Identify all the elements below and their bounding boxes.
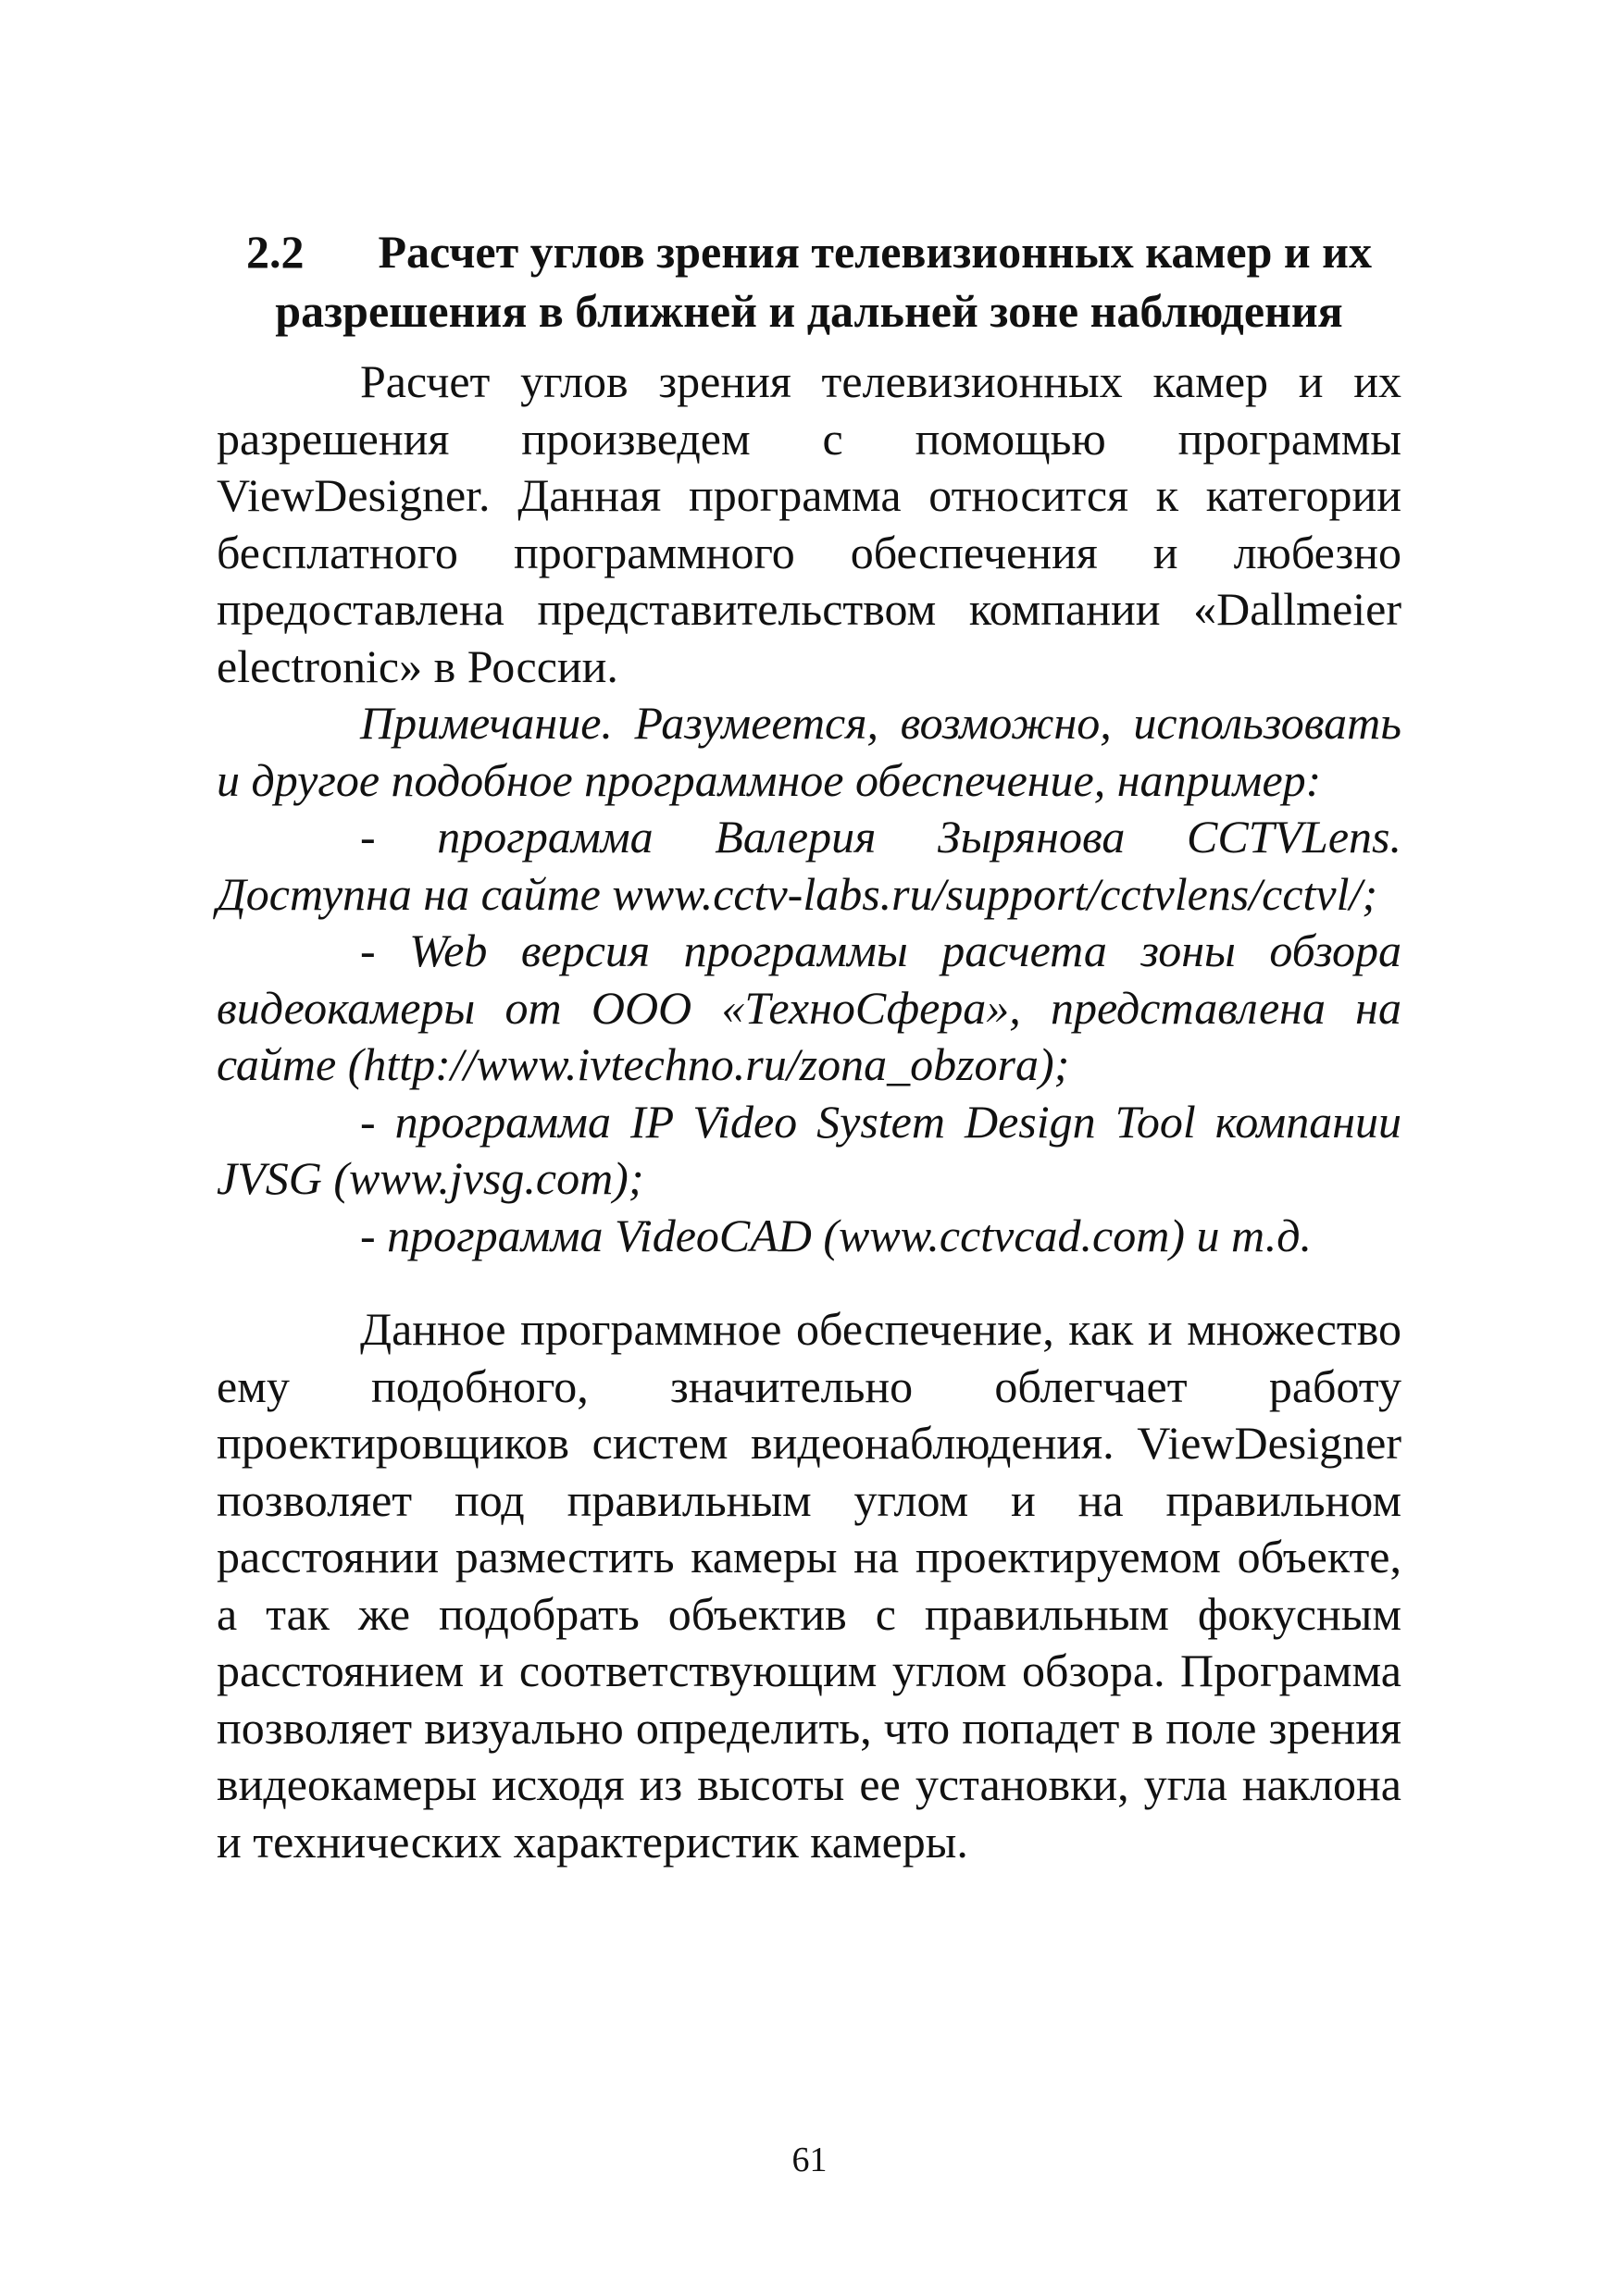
page-number: 61 — [791, 2141, 828, 2179]
paragraph-note: Примечание. Разумеется, возможно, использовать и другое подобное программное обеспечение, например: — [217, 697, 1401, 806]
list-item-jvsg: - программа IP Video System Design Tool компании JVSG (www.jvsg.com); — [217, 1095, 1401, 1204]
document-page — [217, 222, 1401, 1870]
section-heading — [217, 222, 1401, 341]
paragraph-body: Данное программное обеспечение, как и множество ему подобного, значительно облегчает работу проектировщиков систем видеонаблюдения. ViewDesigner позволяет под правильным углом и на правильном расстоянии разместить камеры на проектируемом объекте, а так же подобрать объектив с правильным фокусным расстоянием и соответствующим углом обзора. Программа позволяет визуально определить, что попадет в поле зрения видеокамеры исходя из высоты ее установки, угла наклона и технических характеристик камеры. — [217, 1303, 1401, 1868]
list-item-technosfera: - Web версия программы расчета зоны обзора видеокамеры от ООО «ТехноСфера», представлена на сайте (http://www.ivtechno.ru/zona_obzora); — [217, 925, 1401, 1090]
list-item-videocad: - программа VideoCAD (www.cctvcad.com) и т.д. — [360, 1209, 1313, 1261]
section-number: 2.2 — [245, 226, 305, 278]
paragraph-intro: Расчет углов зрения телевизионных камер и их разрешения произведем с помощью программы ViewDesigner. Данная программа относится к категории бесплатного программного обеспечения и любезно предоставлена представительством компании «Dallmeier electronic» в России. — [217, 355, 1401, 692]
section-title: Расчет углов зрения телевизионных камер и их разрешения в ближней и дальней зоне наблюдения — [275, 226, 1372, 337]
list-item-cctvlens: - программа Валерия Зырянова CCTVLens. Доступна на сайте www.cctv-labs.ru/support/cctvlens/cctvl/; — [217, 811, 1401, 920]
